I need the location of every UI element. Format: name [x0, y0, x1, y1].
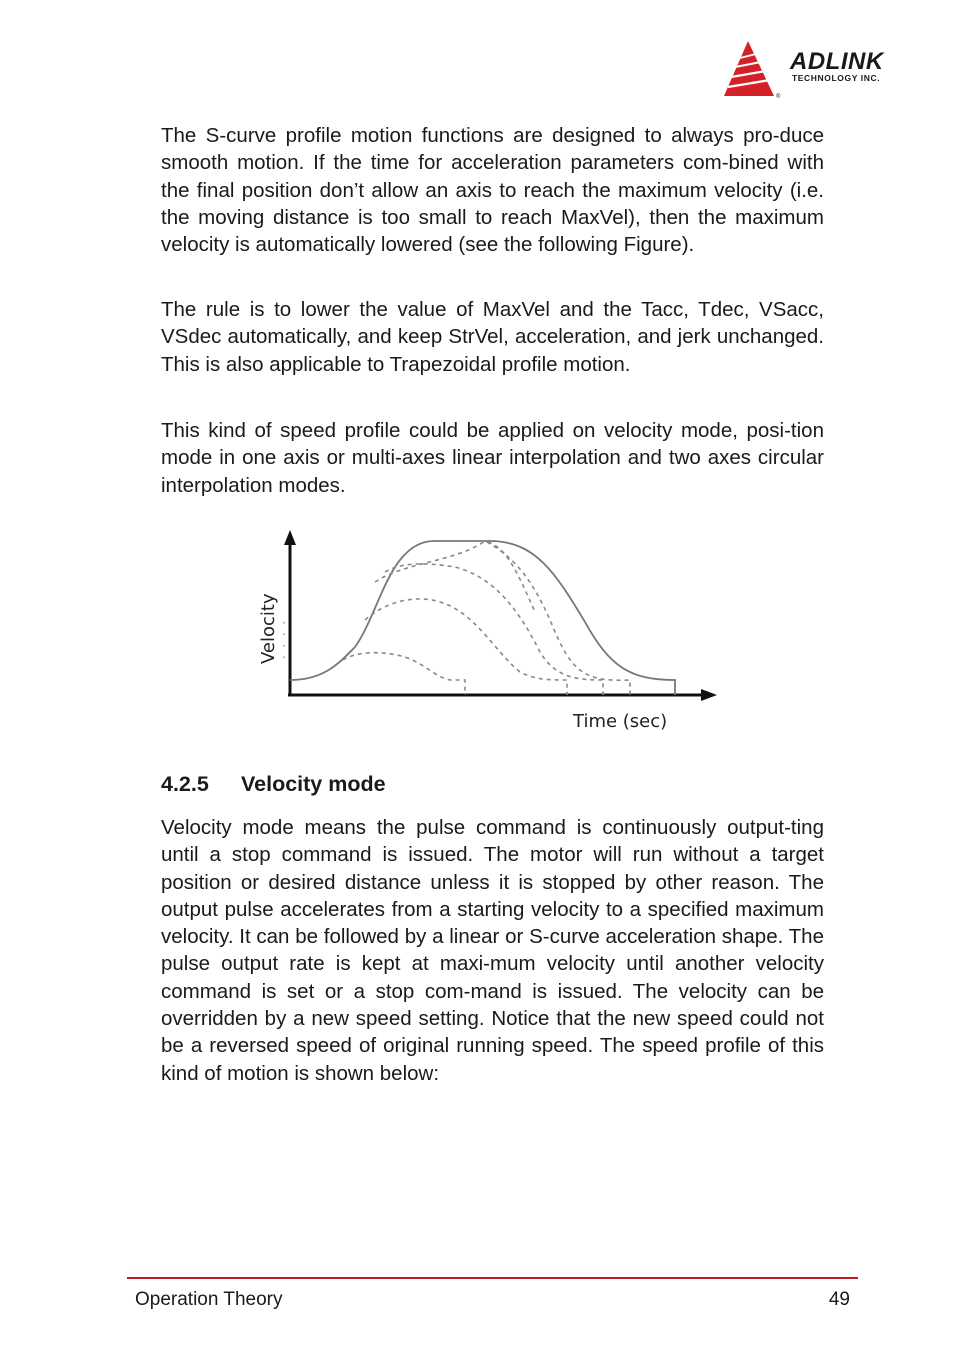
y-axis-arrow	[284, 530, 296, 545]
paragraph-text: Velocity mode means the pulse command is continuously output-ting until a stop command is issued. The motor will run without a target position or desired distance unless it is stopped by other reason. The output pulse accelerates from a starting velocity to a specified maximum velocity. It can be followed by a linear or S-curve acceleration shape. The pulse output rate is kept at maxi-mum velocity until another velocity command is set or a stop com-mand is issued. The velocity can be overridden by a new speed setting. Notice that the new speed could not be a reversed speed of original running speed. The speed profile of this kind of motion is shown below:	[161, 816, 824, 1085]
x-axis-arrow	[701, 689, 717, 701]
y-axis-label: Velocity	[258, 593, 279, 664]
logo-tagline: TECHNOLOGY INC.	[792, 73, 881, 83]
paragraph-text: This kind of speed profile could be applied on velocity mode, posi-tion mode in one axis or multi-axes linear interpolation and two axes circular interpolation modes.	[161, 419, 824, 497]
reduced-profile-3	[365, 599, 567, 695]
adlink-logo	[720, 38, 920, 100]
logo-wordmark: ADLINK	[790, 48, 884, 75]
paragraph-text: The S-curve profile motion functions are designed to always pro-duce smooth motion. If the time for acceleration parameters com-bined with the final position don’t allow an axis to reach the maximum velocity (i.e. the moving distance is too small to reach MaxVel), then the maximum velocity is automatically lowered (see the following Figure).	[161, 124, 824, 257]
footer-chapter-title: Operation Theory	[135, 1289, 283, 1310]
paragraph-applications	[161, 417, 824, 499]
reduced-profile-4	[343, 653, 465, 695]
adlink-triangle-icon	[720, 38, 786, 100]
paragraph-rule	[161, 296, 824, 378]
paragraph-text: The rule is to lower the value of MaxVel and the Tacc, Tdec, VSacc, VSdec automatically, and keep StrVel, acceleration, and jerk unchanged. This is also applicable to Trapezoidal profile motion.	[161, 298, 824, 376]
velocity-profile-diagram	[255, 512, 735, 737]
paragraph-scurve-intro	[161, 122, 824, 258]
section-number: 4.2.5	[161, 772, 209, 796]
reduced-profile-2	[385, 564, 603, 695]
paragraph-velocity-mode	[161, 814, 824, 1087]
full-profile-curve	[290, 541, 675, 695]
section-heading	[161, 772, 386, 797]
page-number: 49	[828, 1289, 850, 1310]
section-title: Velocity mode	[241, 772, 386, 796]
svg-text:®: ®	[776, 94, 781, 100]
reduced-profile-5	[480, 541, 535, 612]
velocity-profile-figure	[255, 512, 735, 737]
x-axis-label: Time (sec)	[573, 711, 668, 732]
reduced-profile-1	[375, 541, 630, 695]
footer-divider	[127, 1277, 858, 1279]
